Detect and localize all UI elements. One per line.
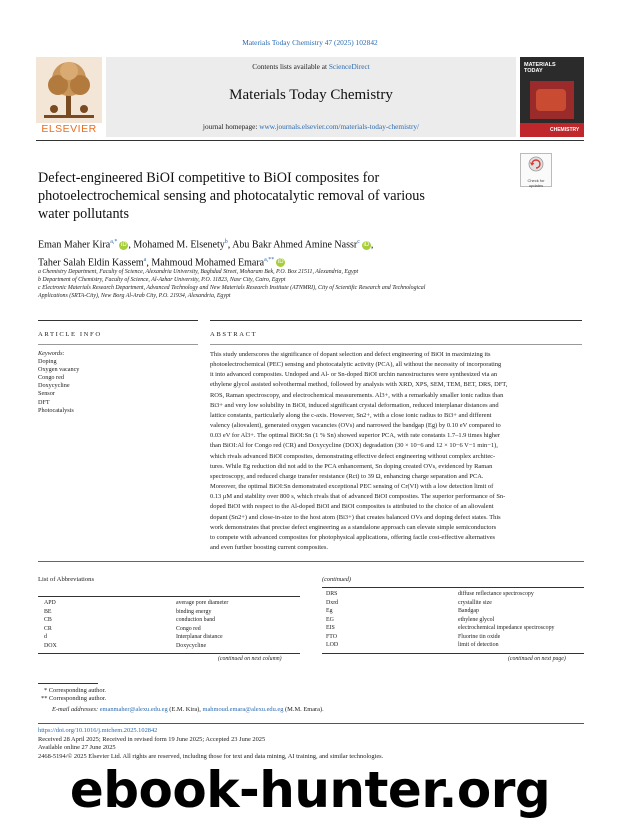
abbreviation-term: APD	[44, 600, 56, 606]
abbreviation-definition: Congo red	[176, 625, 201, 632]
abstract-body	[210, 350, 584, 553]
continued-next-column: (continued on next column)	[218, 656, 282, 662]
watermark-text: ebook-hunter.org	[69, 761, 551, 819]
journal-cover	[520, 57, 584, 137]
cover-title: MATERIALS TODAY	[524, 62, 556, 75]
abstract-line: to compete with advanced composites for photophysical applications, offering facile cost-effective alternatives	[210, 533, 496, 541]
homepage-prefix: journal homepage:	[202, 122, 260, 131]
cover-subtitle: CHEMISTRY	[550, 127, 580, 133]
abbreviations-rule-top	[38, 596, 300, 597]
author-name[interactable]: Taher Salah Eldin Kassem	[38, 257, 144, 269]
elsevier-tree-icon	[36, 57, 102, 123]
continued-next-page: (continued on next page)	[508, 656, 566, 662]
sciencedirect-link[interactable]: ScienceDirect	[328, 62, 370, 71]
continued-label: (continued)	[322, 576, 352, 583]
pub-info-rule	[38, 723, 584, 724]
abstract-line: valency (aliovalent), generated oxygen vacancies (OVs) and narrowed the bandgap (Eg) by 0.10 eV compared to	[210, 422, 501, 430]
abbreviation-term: CB	[44, 617, 52, 623]
abstract-line: and even further boosting current composites.	[210, 543, 328, 551]
affiliation-item: Applications (SRTA-City), New Borg Al-Arab City, P.O. 21934, Alexandria, Egypt	[38, 293, 231, 299]
abbreviation-term: LOD	[326, 642, 339, 648]
article-info-subrule	[38, 344, 198, 345]
abstract-line: than BiOI:Al for Congo red (CR) and Doxycycline (DOX) degradation (30 × 10−6 and 12 × 10−6 V−1 min−1),	[210, 442, 498, 450]
abstract-rule	[210, 320, 582, 321]
abbreviation-definition: Doxycycline	[176, 642, 207, 649]
author-affiliation-mark[interactable]: a,**	[264, 256, 275, 263]
homepage-line	[106, 122, 516, 131]
email-link[interactable]: mahmoud.emara@alexu.edu.eg	[202, 706, 284, 713]
journal-header	[36, 57, 584, 137]
email-line	[52, 706, 584, 714]
abbreviation-definition: crystallite size	[458, 599, 492, 606]
title-line: Defect-engineered BiOI competitive to BiOI composites for	[38, 170, 380, 186]
abbreviation-term: CR	[44, 625, 52, 632]
abbreviation-term: EIS	[326, 625, 335, 631]
abbreviation-definition: binding energy	[176, 608, 212, 615]
email-owner: (E.M. Kira),	[167, 706, 203, 713]
abbreviations-right-rule-bottom	[322, 653, 584, 654]
author-list: Eman Maher Kira$^{a,*}$ iD , Mohamed M. Elsenety$^b$, Abu Bakr Ahmed Amine Nassr$^c$ iD , Taher Salah Eldin Kassem$^a$, Mahmoud Mohamed Emara$^{a,**}$ iD	[38, 239, 374, 269]
keywords-block	[38, 350, 198, 415]
article-title	[38, 169, 508, 223]
abbreviation-definition: ethylene glycol	[458, 616, 495, 623]
abstract-end-rule	[38, 561, 584, 562]
abstract-line: 0.13 μM and stability over 800 s, which rivals that of advanced BiOI composites. The superior performance of Sn-	[210, 493, 506, 501]
abbreviation-definition: Fluorine tin oxide	[458, 633, 501, 640]
abstract-subrule	[210, 344, 582, 345]
affiliation-item: a Chemistry Department, Faculty of Science, Alexandria University, Baghdad Street, Moharam Bek, P.O. Box 21511, Alexandria, Egypt	[38, 269, 359, 275]
elsevier-wordmark: ELSEVIER	[41, 123, 97, 135]
abbreviation-definition: Interplanar distance	[176, 634, 223, 640]
abbreviation-term: EG	[326, 616, 334, 623]
email-owner: (M.M. Emara).	[283, 706, 324, 713]
abstract-line: Bi3+ and very low solubility in BiOI, induced significant crystal deformation, reduced interplanar distances and	[210, 401, 499, 409]
abbreviation-definition: diffuse reflectance spectroscopy	[458, 591, 534, 597]
abbreviation-definition: Bandgap	[458, 608, 479, 614]
orcid-icon[interactable]: iD	[277, 259, 284, 266]
check-updates-label: Check for updates	[527, 178, 545, 188]
contents-prefix: Contents lists available at	[252, 62, 329, 71]
email-label: E-mail addresses:	[52, 706, 99, 713]
affiliation-item: c Electronic Materials Research Department, Advanced Technology and New Materials Research Institute (ATNMRI), City of Scientific Research and Technological	[38, 285, 426, 291]
abstract-line: lattice constants, particularly along the c-axis. However, Sn2+, with a close ionic radius to Bi3+ and different	[210, 411, 492, 419]
journal-info-box	[106, 57, 516, 137]
orcid-icon[interactable]: iD	[121, 241, 127, 248]
abstract-line: ROS, Raman spectroscopy, and electrochemical measurements. Al3+, with a remarkably smaller ionic radius than	[210, 391, 504, 399]
author-affiliation-mark[interactable]: a,*	[110, 239, 118, 245]
keyword-item: Doping	[38, 358, 57, 366]
abbreviation-definition: conduction band	[176, 617, 216, 623]
abbreviation-term: DOX	[44, 642, 57, 649]
author-name[interactable]: Eman Maher Kira	[38, 239, 111, 251]
keyword-item: Doxycycline	[38, 382, 70, 390]
keyword-item: Oxygen vacancy	[38, 366, 80, 374]
journal-name: Materials Today Chemistry	[229, 87, 393, 103]
keyword-item: DFT	[38, 398, 50, 406]
copyright-line: 2468-5194/© 2025 Elsevier Ltd. All rights are reserved, including those for text and data mining, AI training, and similar technologies.	[38, 752, 384, 760]
publication-info	[38, 727, 584, 761]
author-name[interactable]: Mahmoud Mohamed Emara	[151, 257, 265, 269]
cover-graphic-inner	[536, 89, 566, 111]
abstract-line: it into advanced composites. Undoped and Al- or Sn-doped BiOI urchin nanostructures were synthesized via an	[210, 371, 498, 379]
abbreviations-heading: List of Abbreviations	[38, 576, 95, 583]
affiliations	[38, 268, 583, 300]
header-rule	[36, 140, 584, 141]
corresponding-author-1: * Corresponding author.	[44, 687, 106, 694]
affiliation-item: b Department of Chemistry, Faculty of Science, Al-Azhar University, P.O. 11823, Nasr City, Cairo, Egypt	[38, 277, 286, 283]
author-name[interactable]: Abu Bakr Ahmed Amine Nassr	[232, 239, 358, 251]
contents-line	[106, 62, 516, 71]
abstract-line: spectroscopy, and reduced charge transfer resistance (Rct) to 39 Ω, enhancing charge separation and PCA.	[210, 472, 484, 480]
abstract-line: 0.03 eV for Al3+. The optimal BiOI:Sn (1 % Sn) showed superior PCA, with rate constants 1.7–1.9 times higher	[210, 432, 501, 440]
check-updates-icon	[521, 154, 551, 174]
abbreviation-term: d	[44, 634, 47, 640]
article-info-heading: ARTICLE INFO	[38, 331, 102, 338]
received-dates: Received 28 April 2025; Received in revised form 19 June 2025; Accepted 23 June 2025	[38, 735, 266, 743]
keyword-item: Sensor	[38, 390, 55, 398]
abstract-line: doped BiOI with respect to the Al-doped BiOI and BiOI composites is attributed to the choice of an aliovalent	[210, 503, 494, 511]
doi-link[interactable]: https://doi.org/10.1016/j.mtchem.2025.102842	[38, 727, 158, 734]
abbreviation-term: DRS	[326, 591, 338, 597]
journal-reference[interactable]: Materials Today Chemistry 47 (2025) 102842	[242, 38, 378, 47]
abstract-line: which rivals advanced BiOI composites, demonstrating effective defect engineering without complex architec-	[210, 452, 496, 460]
abstract-line: work demonstrates that precise defect engineering as a standalone approach can elevate simple semiconductors	[210, 523, 497, 531]
footnotes	[41, 687, 584, 714]
abstract-line: tures. While Eg reduction did not add to the PCA enhancement, Sn doping created OVs, evidenced by Raman	[210, 462, 493, 470]
orcid-icon[interactable]: iD	[363, 241, 370, 248]
abbreviation-term: Eg	[326, 608, 333, 614]
abstract-line: This study underscores the significance of dopant selection and defect engineering of BiOI in maximizing its	[210, 351, 491, 358]
abstract-heading: ABSTRACT	[210, 331, 258, 338]
elsevier-logo	[36, 57, 102, 137]
abbreviation-term: Dxrd	[326, 599, 339, 606]
abstract-line: ethylene glycol assisted solvothermal method, followed by analysis with XRD, XPS, SEM, TEM, BET, DRS, DFT,	[210, 381, 508, 389]
abbreviation-definition: electrochemical impedance spectroscopy	[458, 625, 555, 631]
abstract-line: photoelectrochemical (PEC) sensing and photocatalytic activity (PCA), all without the necessity of incorporating	[210, 361, 502, 369]
corresponding-author-2: ** Corresponding author.	[41, 695, 107, 702]
author-name[interactable]: Mohamed M. Elsenety	[133, 239, 225, 251]
author-affiliation-mark[interactable]: b	[224, 239, 228, 245]
article-info-rule	[38, 320, 198, 321]
keyword-item: Photocatalysis	[38, 406, 74, 414]
title-line: water pollutants	[38, 206, 130, 222]
abstract-line: dopant (Sn2+) and close-in-size to the host atom (Bi3+) that creates balanced OVs and doping defect states. This	[210, 513, 501, 521]
footnote-rule	[38, 683, 98, 684]
author-affiliation-mark[interactable]: c	[357, 239, 360, 245]
keyword-item: Congo red	[38, 374, 64, 382]
title-line: photoelectrochemical sensing and photocatalytic removal of various	[38, 188, 425, 204]
abbreviation-definition: average pore diameter	[176, 600, 229, 606]
email-link[interactable]: emanmaher@alexu.edu.eg	[99, 706, 168, 713]
abbreviations-right-rule-top	[322, 587, 584, 588]
homepage-link[interactable]: www.journals.elsevier.com/materials-today-chemistry/	[259, 122, 420, 131]
abbreviations-rule-bottom	[38, 653, 300, 654]
abbreviation-term: BE	[44, 608, 52, 615]
keywords-label: Keywords:	[38, 350, 65, 357]
available-online: Available online 27 June 2025	[38, 744, 116, 752]
abbreviation-definition: limit of detection	[458, 642, 499, 648]
abbreviation-term: FTO	[326, 633, 338, 640]
check-for-updates-badge[interactable]	[520, 153, 552, 187]
author-affiliation-mark[interactable]: a	[143, 256, 147, 263]
abstract-line: Moreover, the optimal BiOI:Sn demonstrated exceptional PEC sensing of Cr(VI) with a low detection limit of	[210, 483, 494, 491]
